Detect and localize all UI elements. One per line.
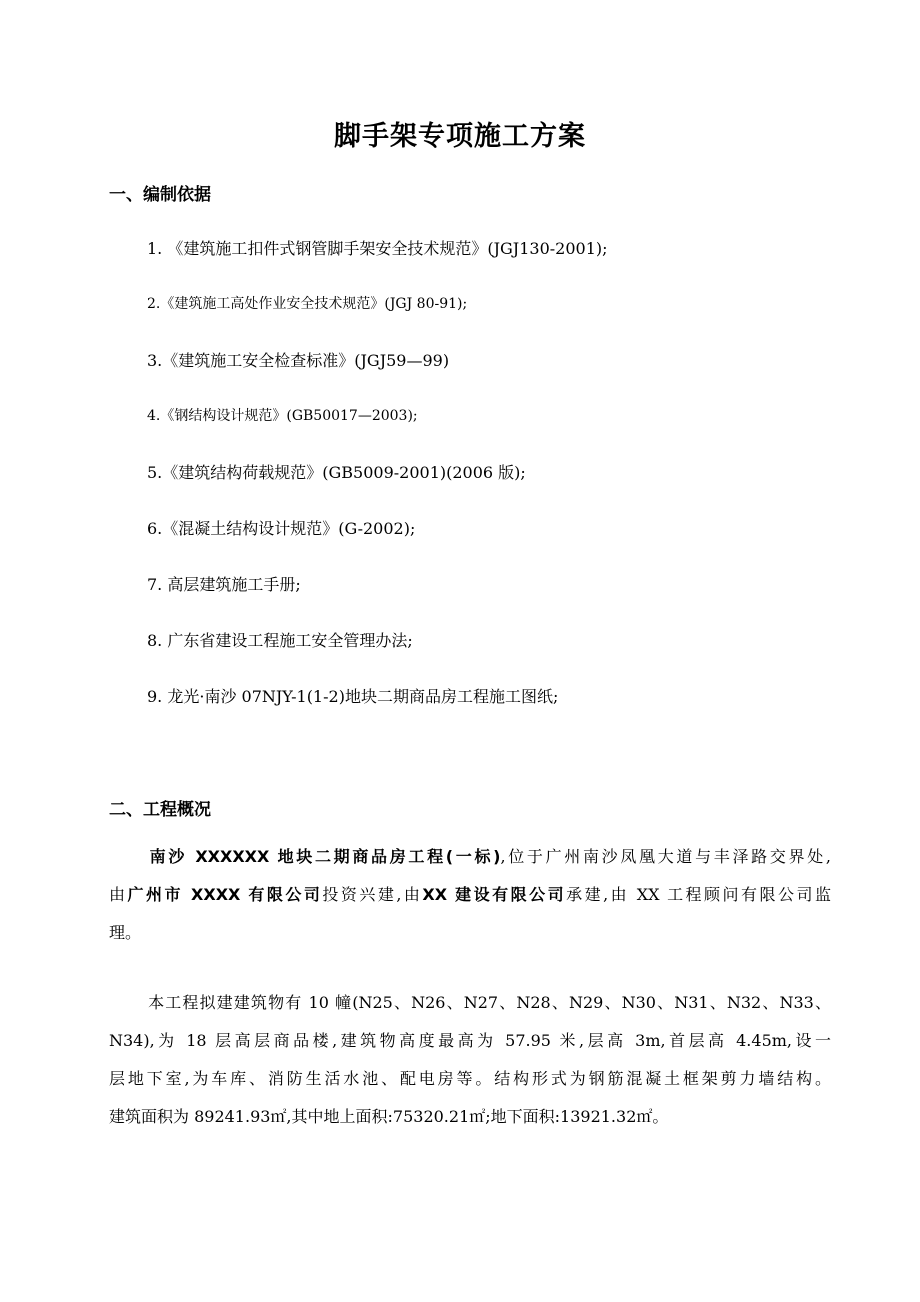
paragraph-1-line-3: 理。 <box>109 923 142 942</box>
investor-name: 广州市 XXXX 有限公司 <box>127 885 323 904</box>
paragraph-2-line-1 <box>109 984 831 1022</box>
text-segment: 承建,由 XX 工程顾问有限公司监 <box>566 885 831 904</box>
text-segment: 本工程拟建建筑物有 10 幢(N25、N26、N27、N28、N29、N30、N31、N32、N33、 <box>147 993 831 1012</box>
reference-item-5: 5.《建筑结构荷载规范》(GB5009-2001)(2006 版); <box>147 463 526 482</box>
section-heading-basis: 一、编制依据 <box>109 185 211 205</box>
project-name: 南沙 XXXXXX 地块二期商品房工程(一标) <box>147 847 501 866</box>
text-segment: ,位于广州南沙凤凰大道与丰泽路交界处, <box>500 847 831 866</box>
paragraph-1-line-2 <box>109 876 831 914</box>
paragraph-2-line-2: N34),为 18 层高层商品楼,建筑物高度最高为 57.95 米,层高 3m,首层高 4.45m,设一 <box>109 1031 831 1050</box>
paragraph-2-line-4: 建筑面积为 89241.93㎡,其中地上面积:75320.21㎡;地下面积:13921.32㎡。 <box>109 1107 669 1126</box>
overview-paragraph-1 <box>109 838 831 952</box>
document-title: 脚手架专项施工方案 <box>334 121 586 152</box>
reference-item-1: 1. 《建筑施工扣件式钢管脚手架安全技术规范》(JGJ130-2001); <box>147 239 608 258</box>
contractor-name: XX 建设有限公司 <box>422 885 567 904</box>
reference-item-7: 7. 高层建筑施工手册; <box>147 575 301 594</box>
text-segment: 投资兴建,由 <box>322 885 423 904</box>
section-heading-overview: 二、工程概况 <box>109 800 211 820</box>
reference-item-9: 9. 龙光·南沙 07NJY-1(1-2)地块二期商品房工程施工图纸; <box>147 687 559 706</box>
reference-item-2: 2.《建筑施工高处作业安全技术规范》(JGJ 80-91); <box>147 296 468 312</box>
reference-item-3: 3.《建筑施工安全检查标准》(JGJ59—99) <box>147 351 450 370</box>
paragraph-2-line-3: 层地下室,为车库、消防生活水池、配电房等。结构形式为钢筋混凝土框架剪力墙结构。 <box>109 1069 831 1088</box>
reference-item-4: 4.《钢结构设计规范》(GB50017—2003); <box>147 408 418 424</box>
reference-item-8: 8. 广东省建设工程施工安全管理办法; <box>147 631 413 650</box>
reference-item-6: 6.《混凝土结构设计规范》(G-2002); <box>147 519 416 538</box>
paragraph-1-line-1 <box>109 838 831 876</box>
overview-paragraph-2 <box>109 984 831 1136</box>
text-segment: 由 <box>109 885 128 904</box>
